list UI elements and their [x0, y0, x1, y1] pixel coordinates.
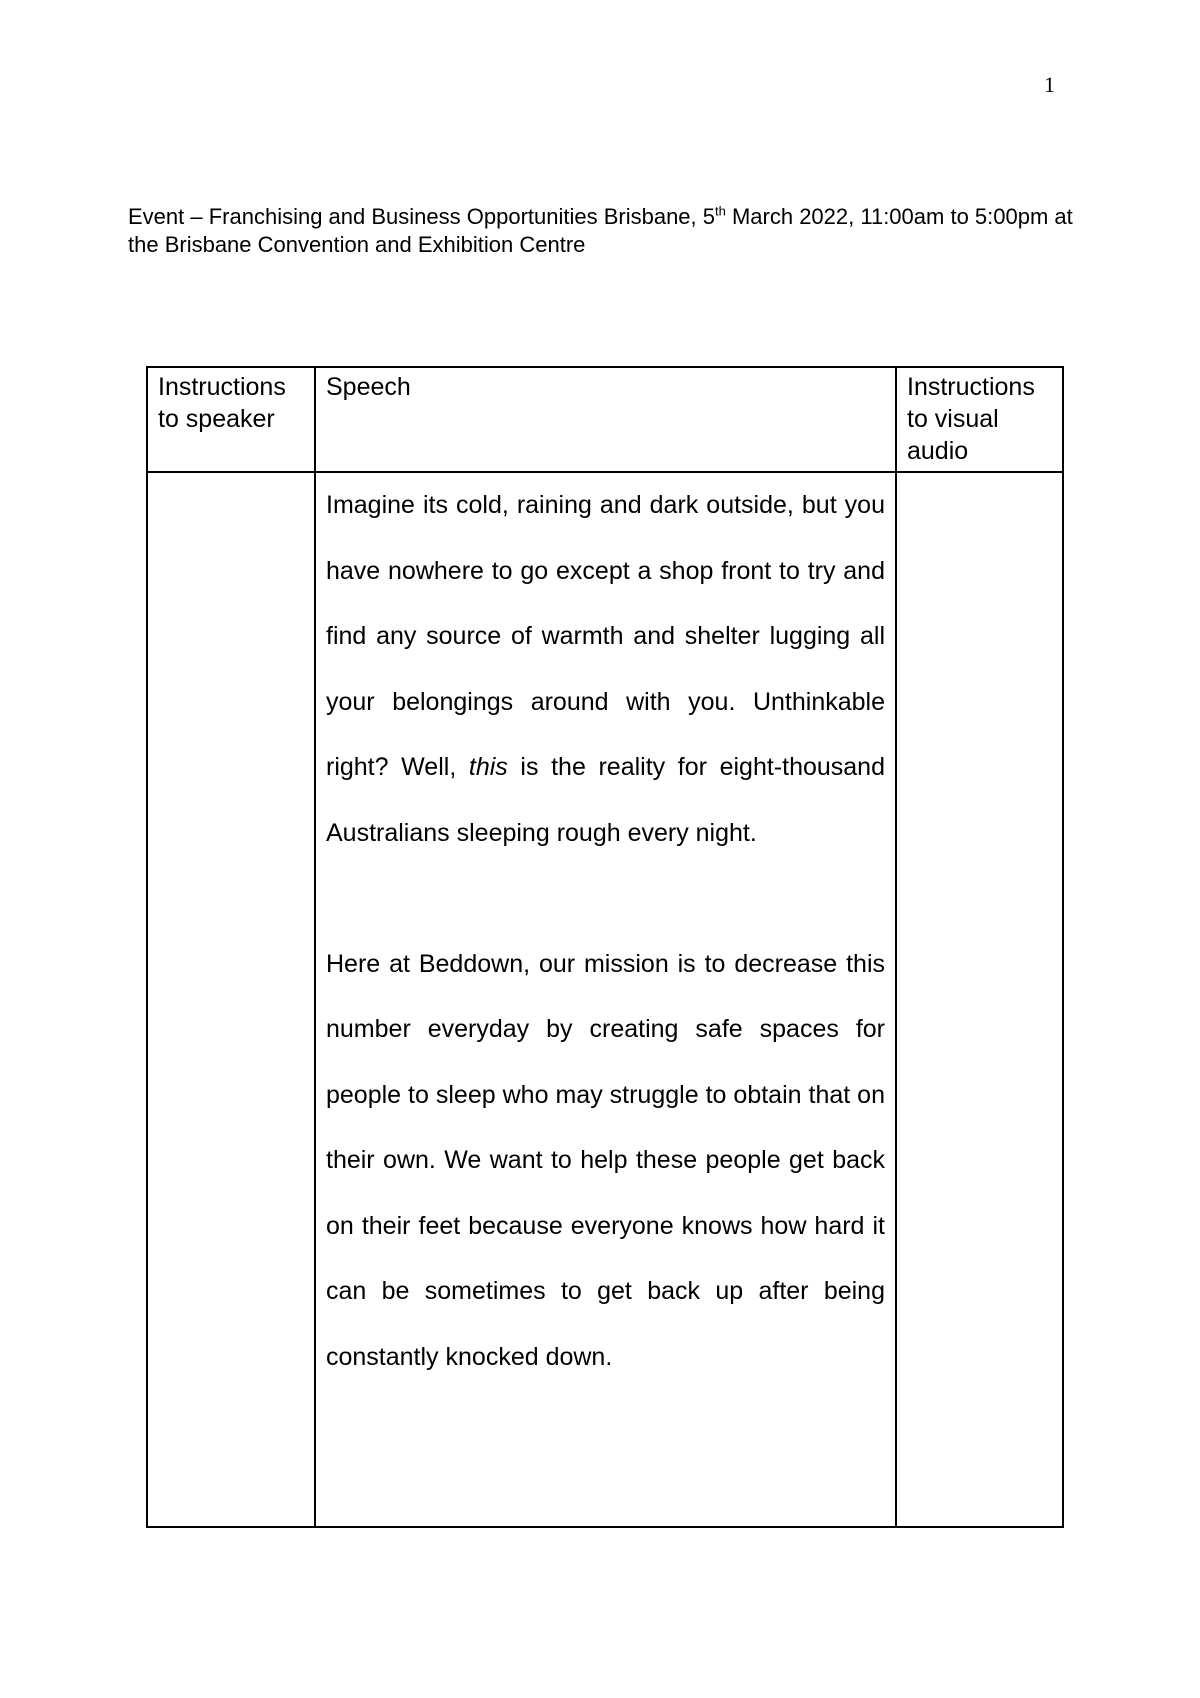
speech-paragraph-1-text-start: Imagine its cold, raining and dark outside, but you have nowhere to go except a shop front to try and find any source of warmth and shelter lugging all your belongings around with you. Unthinkable right? Well, [326, 491, 885, 781]
speech-paragraph-2: Here at Beddown, our mission is to decrease this number everyday by creating safe spaces for people to sleep who may struggle to obtain that on their own. We want to help these people get back on their feet because everyone knows how hard it can be sometimes to get back up after being constantly knocked down. [326, 949, 885, 1371]
event-heading-prefix: Event – Franchising and Business Opportunities Brisbane, 5 [128, 204, 715, 229]
header-speech: Speech [315, 367, 896, 472]
table-row [147, 472, 1063, 1527]
speech-paragraph-1 [326, 473, 885, 866]
table-header-row [147, 367, 1063, 472]
header-instructions-to-visual-audio: Instructions to visual audio [896, 367, 1063, 472]
event-heading-suffix: March 2022, 11:00am to 5:00pm at the Brisbane Convention and Exhibition Centre [128, 204, 1073, 257]
cell-instructions-to-visual-audio [896, 472, 1063, 1527]
speech-paragraph-1-text-end: is the reality for eight-thousand Australians sleeping rough every night. [326, 753, 885, 847]
event-heading [128, 203, 1088, 259]
event-date-ordinal: th [715, 203, 726, 219]
cell-instructions-to-speaker [147, 472, 315, 1527]
speech-emphasis: this [468, 753, 508, 781]
header-instructions-to-speaker: Instructions to speaker [147, 367, 315, 472]
paragraph-spacer [326, 866, 885, 932]
speech-script-table [146, 366, 1064, 1528]
cell-speech [315, 472, 896, 1527]
page-number: 1 [1044, 72, 1055, 97]
